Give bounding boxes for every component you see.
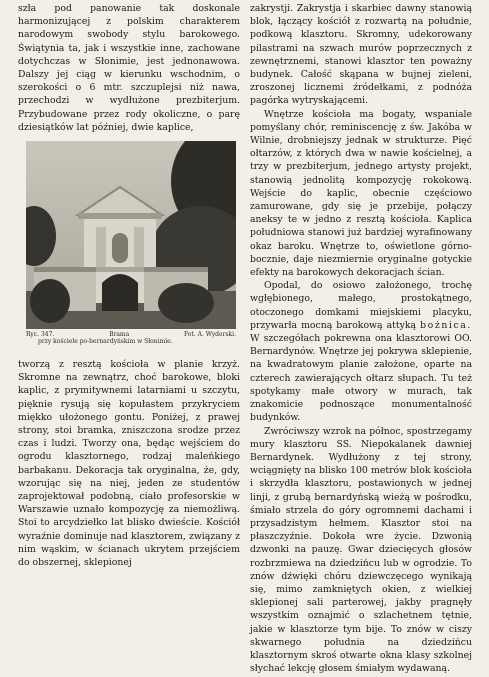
figure-number: Ryc. 347.: [26, 331, 55, 338]
paragraph-part: W szczegółach pokrewna ona klasztorowi OO. Bernardynów. Wnętrze jej pokrywa sklepienie, na kwadratowym planie założone, oparte na czterech zawierających ołtarz słupach. Tu też spotykamy małe otwory w murach, tak znakomicie podnoszące monumentalność budynków.: [250, 333, 472, 424]
caption-subtitle: przy kościele po-bernardyńskim w Słonimie.: [38, 338, 173, 345]
spaced-word: bożnica.: [420, 319, 472, 331]
right-column-text: [250, 2, 472, 675]
paragraph: tworzą z resztą kościoła w planie krzyż. Skromne na zewnątrz, choć barokowe, bloki kaplic, z prymitywnemi latarniami u szczytu, pięknie rysują się kopułastem przykryciem miękko ułożonego gontu. Poniżej, z prawej strony, stoi bramka, zniszczona srodze przez czas i ludzi. Tworzy ona, będąc wejściem do ogrodu klasztornego, rodzaj maleńkiego barbakanu. Dekoracja tak oryginalna, że, gdy, wzorując się na niej, jeden ze studentów zaprojektował podobną, ciało profesorskie w Warszawie uznało kompozycję za niemożliwą. Stoi to arcydziełko lat blisko dwieście. Kościół wyraźnie dominuje nad klasztorem, związany z nim wąskim, w ścianach ukrytem przejściem do obszernej, sklepionej: [18, 359, 240, 569]
paragraph: [250, 279, 472, 424]
paragraph: szła pod panowanie tak doskonale harmonizującej z polskim charakterem narodowym swobody stylu barokowego. Świątynia ta, jak i wszystkie inne, zachowane dotychczas w Słonimie, jest jednonawowa. Dalszy jej ciąg w kierunku wschodnim, o szerokości o 6 mtr. szczuplejsi niż nawa, przechodzi w wydłużone prezbiterjum. Przybudowane przez rody okoliczne, o parę dziesiątków lat później, dwie kaplice,: [18, 3, 240, 133]
left-column-bottom-text: [18, 358, 240, 569]
left-column-top-text: [18, 2, 240, 134]
caption-title: Brama: [109, 331, 130, 338]
paragraph: Zwróciwszy wzrok na północ, spostrzegamy mury klasztoru SS. Niepokalanek dawniej Bernardynek. Wydłużony z tej strony, wciągnięty na blisko 100 metrów blok kościoła i skrzydła klasztoru, postawionych w jednej linji, z grubą bernardyńską wieżą w pośrodku, śmiało strzela do góry ogromnemi dachami i przysadzistym hełmem. Klasztor stoi na płaszczyźnie. Dokoła wre życie. Dzwonią dzwonki na pauzę. Gwar dziecięcych głosów rozbrzmiewa na dziedzińcu lub w ogrodzie. To znów dźwięki chóru dziewczęcego wynikają się, mimo zamkniętych okien, z wielkiej sklepionej sali parterowej, jakby pragnęły wszystkim oznajmić o szlachetnem tętnie, jakie w klasztorze tym bije. To znów w ciszy skwarnego południa na dziedzińcu klasztornym skroś otwarte okna klasy szkolnej słychać lekcję głosem śmiałym wydawaną.: [250, 425, 472, 675]
paragraph-part: Opodal, do osiowo założonego, trochę wgłębionego, małego, prostokątnego, otoczonego domkami miejskiemi placyku, przywarła mocną barokową attyką: [250, 280, 472, 331]
photo-caption: [26, 331, 236, 345]
photo-credit: Fot. A. Wyderski.: [183, 331, 236, 338]
church-gate-photo: [26, 141, 236, 329]
paragraph: zakrystji. Zakrystja i skarbiec dawny stanowią blok, łączący kościół z rozwartą na południe, podkową klasztoru. Skromny, udekorowany pilastrami na szwach murów poprzecznych z zewnętrznemi, stanowi klasztor ten poważny budynek. Całość skąpana w bujnej zieleni, zroszonej licznemi źródełkami, z podnóża pagórka wytryskającemi.: [250, 3, 472, 107]
paragraph: Wnętrze kościoła ma bogaty, wspaniale pomyślany chór, reminiscencję z św. Jakóba w Wilnie, drobniejszy jednak w strukturze. Pięć ołtarzów, z których dwa w nawie kościelnej, a trzy w prezbiterjum, jednego artysty projekt, stanowią jednolitą kompozycję rokokową. Wejście do kaplic, obecnie częściowo zamurowane, gdy się je przebije, połączy aneksy te w jedno z resztą kościoła. Kaplica południowa stanowi już bardziej wyrafinowany okaz baroku. Wnętrze to, oświetlone górno-bocznie, daje niezmiernie oryginalne gotyckie efekty na barokowych dekoracjach ścian.: [250, 108, 472, 279]
